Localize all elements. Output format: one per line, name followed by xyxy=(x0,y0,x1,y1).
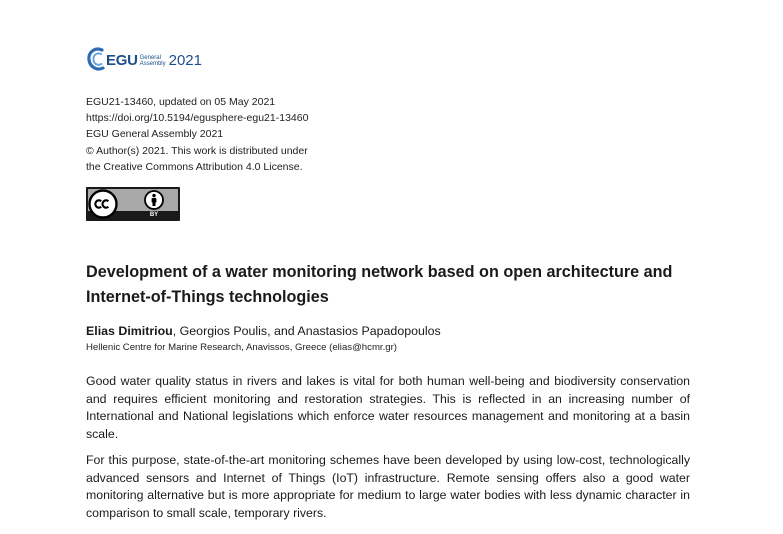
logo-general-text: General xyxy=(139,54,161,61)
cc-icon xyxy=(88,189,118,219)
logo-egu-text: EGU xyxy=(106,51,138,69)
lead-author: Elias Dimitriou xyxy=(86,324,173,338)
abstract-id: EGU21-13460, updated on 05 May 2021 xyxy=(86,96,276,108)
egu-logo xyxy=(86,44,202,76)
egu-emblem-icon xyxy=(86,46,108,74)
by-label: BY xyxy=(149,212,159,218)
conference-name: EGU General Assembly 2021 xyxy=(86,128,224,141)
logo-general-assembly xyxy=(140,55,166,67)
co-authors: , Georgios Poulis, and Anastasios Papadopoulos xyxy=(172,324,441,338)
copyright-line-1: © Author(s) 2021. This work is distributed under xyxy=(86,144,308,157)
logo-assembly-text: Assembly xyxy=(139,60,166,67)
body-paragraph-1: Good water quality status in rivers and lakes is vital for both human well-being and biodiversity conservation and requires efficient monitoring and restoration strategies. This is reflected in an increasing number of International and National legislations which enforce water resources management and monitoring at a basin scale. xyxy=(86,374,690,441)
abstract-metadata xyxy=(86,94,308,175)
cc-by-license-badge[interactable] xyxy=(86,187,180,221)
body-paragraph-2: For this purpose, state-of-the-art monitoring schemes have been developed by using low-cost, technologically advanced sensors and Internet of Things (IoT) infrastructure. Remote sensing offers also a good water monitoring alternative but is more appropriate for medium to large water bodies with less dynamic character in comparison to small scale, temporary rivers. xyxy=(86,453,690,520)
attribution-person-icon xyxy=(144,190,164,210)
abstract-title: Development of a water monitoring network based on open architecture and Internet-of-Things technologies xyxy=(86,263,673,306)
author-list xyxy=(86,322,441,340)
logo-year: 2021 xyxy=(168,51,202,69)
copyright-line-2: the Creative Commons Attribution 4.0 License. xyxy=(86,160,303,173)
doi-link[interactable]: https://doi.org/10.5194/egusphere-egu21-13460 xyxy=(86,112,309,125)
affiliation: Hellenic Centre for Marine Research, Anavissos, Greece (elias@hcmr.gr) xyxy=(86,342,397,353)
